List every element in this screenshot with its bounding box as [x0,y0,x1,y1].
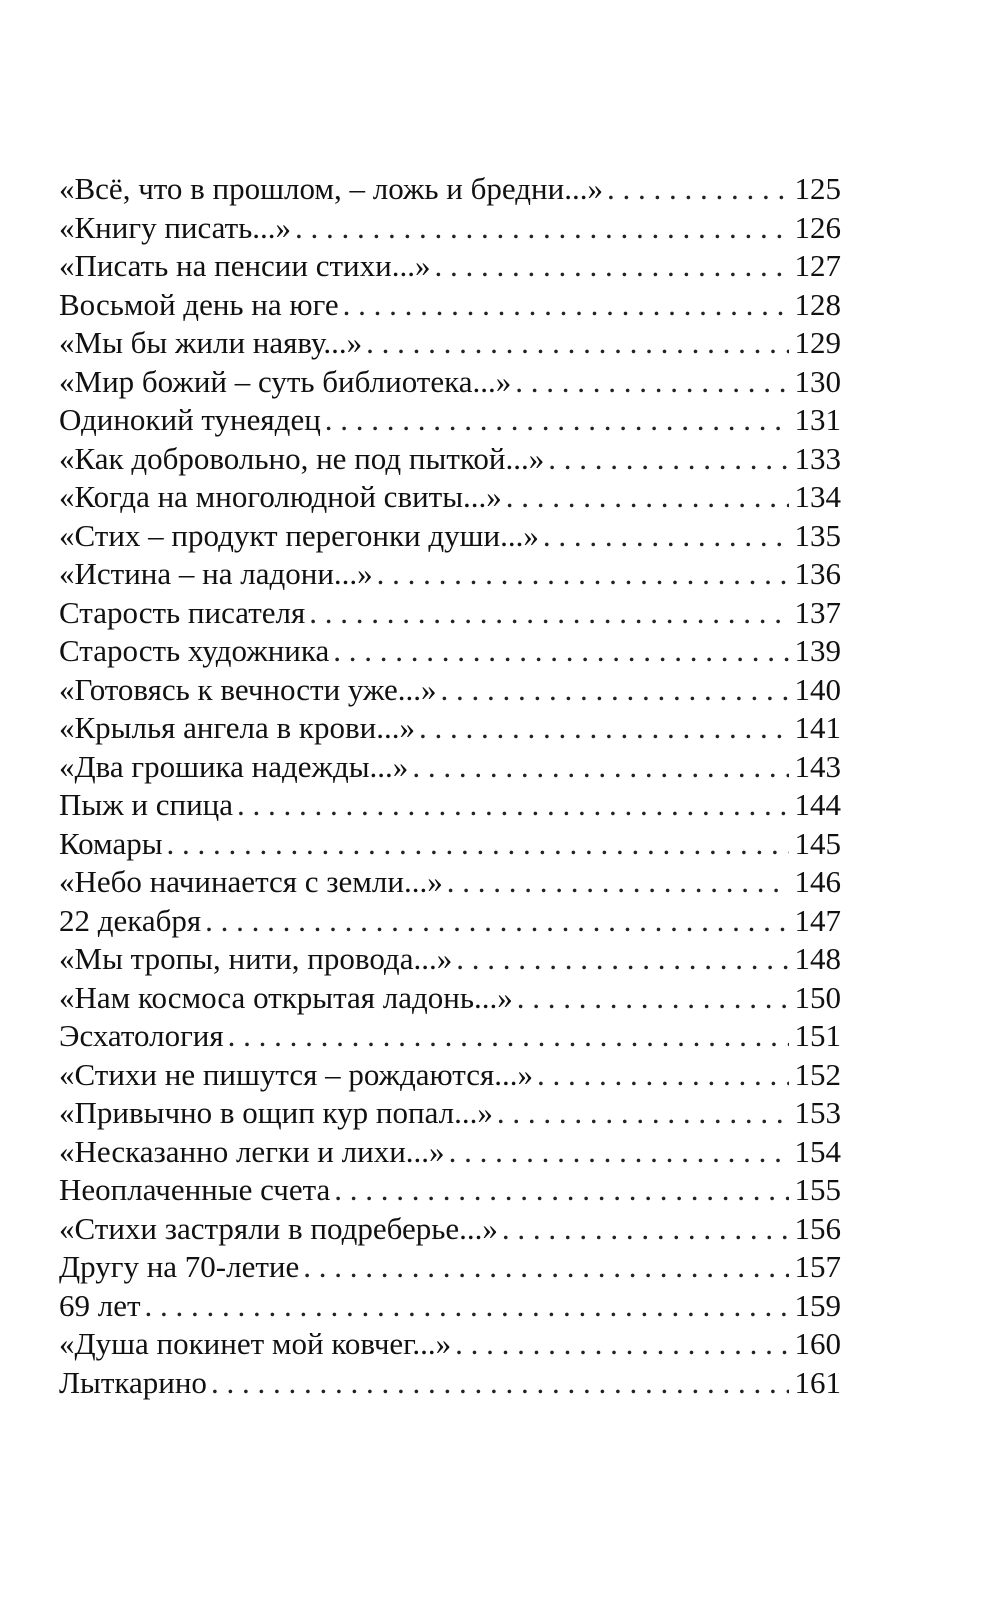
entry-page-number: 143 [794,748,841,784]
entry-page-number: 129 [794,325,841,360]
dot-leader [419,709,789,748]
dot-leader [506,478,789,517]
table-of-contents [59,170,841,1402]
entry-title: Пыж и спица [59,787,234,822]
toc-entry [59,1017,841,1056]
entry-title: Старость художника [59,633,330,668]
entry-page-number: 126 [794,209,841,245]
toc-entry [59,247,841,286]
entry-title: «Небо начинается с земли...» [59,864,443,899]
entry-page-number: 145 [794,825,841,861]
entry-title: Эсхатология [59,1018,224,1053]
toc-entry [59,1325,841,1364]
entry-title: Восьмой день на юге [59,286,339,322]
toc-entry [59,1171,841,1210]
entry-page-number: 125 [794,171,841,206]
dot-leader [548,440,788,479]
dot-leader [447,863,789,902]
toc-entry [59,709,841,748]
dot-leader [537,1056,789,1095]
entry-title: «Нам космоса открытая ладонь...» [59,979,513,1015]
entry-title: «Стихи не пишутся – рождаются...» [59,1056,533,1092]
entry-page-number: 156 [794,1210,841,1246]
entry-title: «Крылья ангела в крови...» [59,710,415,745]
entry-title: «Стих – продукт перегонки души...» [59,517,539,553]
entry-title: 22 декабря [59,902,202,938]
toc-entry [59,363,841,402]
toc-entry [59,863,841,902]
dot-leader [167,825,789,864]
entry-title: «Несказанно легки и лихи...» [59,1133,445,1169]
toc-entry [59,1056,841,1095]
toc-entry [59,748,841,787]
entry-page-number: 131 [794,402,841,437]
dot-leader [543,517,789,556]
entry-page-number: 136 [794,556,841,591]
entry-page-number: 127 [794,248,841,283]
entry-page-number: 150 [794,979,841,1015]
entry-title: Комары [59,825,163,861]
entry-title: «Душа покинет мой ковчег...» [59,1326,452,1361]
entry-title: «Готовясь к вечности уже...» [59,671,437,707]
entry-title: «Книгу писать...» [59,209,292,245]
dot-leader [237,786,788,825]
entry-page-number: 147 [794,902,841,938]
entry-title: Другу на 70-летие [59,1249,300,1284]
dot-leader [377,555,789,594]
entry-page-number: 133 [794,440,841,476]
entry-page-number: 134 [794,479,841,514]
toc-entry [59,401,841,440]
toc-entry [59,440,841,479]
entry-page-number: 135 [794,517,841,553]
toc-entry [59,170,841,209]
toc-entry [59,940,841,979]
toc-entry [59,786,841,825]
entry-title: Одинокий тунеядец [59,402,321,437]
toc-entry [59,1364,841,1403]
dot-leader [455,1325,788,1364]
entry-title: «Как добровольно, не под пыткой...» [59,440,545,476]
dot-leader [205,902,788,941]
toc-entry [59,825,841,864]
dot-leader [228,1017,789,1056]
entry-title: «Когда на многолюдной свиты...» [59,479,502,514]
toc-entry [59,632,841,671]
dot-leader [303,1248,788,1287]
entry-page-number: 155 [794,1172,841,1207]
toc-entry [59,478,841,517]
entry-page-number: 152 [794,1056,841,1092]
entry-title: Неоплаченные счета [59,1172,331,1207]
entry-page-number: 141 [794,710,841,745]
entry-page-number: 154 [794,1133,841,1169]
entry-title: 69 лет [59,1287,141,1323]
entry-title: Старость писателя [59,594,306,630]
entry-page-number: 148 [794,941,841,976]
dot-leader [295,209,788,248]
entry-title: «Мир божий – суть библиотека...» [59,363,512,399]
dot-leader [145,1287,789,1326]
entry-page-number: 128 [794,286,841,322]
entry-page-number: 139 [794,633,841,668]
entry-page-number: 153 [794,1095,841,1130]
entry-title: Лыткарино [59,1364,207,1400]
toc-entry [59,209,841,248]
entry-title: «Привычно в ощип кур попал...» [59,1095,493,1130]
dot-leader [366,324,788,363]
toc-entry [59,1210,841,1249]
entry-page-number: 130 [794,363,841,399]
dot-leader [441,671,789,710]
dot-leader [502,1210,789,1249]
entry-title: «Мы бы жили наяву...» [59,325,363,360]
entry-page-number: 160 [794,1326,841,1361]
dot-leader [497,1094,789,1133]
entry-title: «Два грошика надежды...» [59,748,409,784]
entry-page-number: 161 [794,1364,841,1400]
entry-page-number: 146 [794,864,841,899]
toc-entry [59,594,841,633]
toc-entry [59,517,841,556]
entry-page-number: 140 [794,671,841,707]
entry-title: «Истина – на ладони...» [59,556,373,591]
toc-entry [59,671,841,710]
toc-entry [59,1094,841,1133]
entry-title: «Всё, что в прошлом, – ложь и бредни...» [59,171,603,206]
entry-page-number: 159 [794,1287,841,1323]
toc-entry [59,286,841,325]
dot-leader [607,170,789,209]
dot-leader [325,401,789,440]
toc-entry [59,555,841,594]
entry-page-number: 157 [794,1249,841,1284]
entry-title: «Мы тропы, нити, провода...» [59,941,453,976]
toc-entry [59,1248,841,1287]
toc-entry [59,324,841,363]
entry-title: «Стихи застряли в подреберье...» [59,1210,498,1246]
entry-title: «Писать на пенсии стихи...» [59,248,431,283]
dot-leader [517,979,789,1018]
dot-leader [211,1364,789,1403]
toc-entry [59,1287,841,1326]
entry-page-number: 137 [794,594,841,630]
dot-leader [434,247,788,286]
dot-leader [334,1171,788,1210]
dot-leader [309,594,788,633]
dot-leader [515,363,788,402]
toc-entry [59,1133,841,1172]
entry-page-number: 144 [794,787,841,822]
dot-leader [343,286,789,325]
dot-leader [456,940,788,979]
toc-entry [59,979,841,1018]
dot-leader [449,1133,789,1172]
dot-leader [333,632,788,671]
dot-leader [412,748,788,787]
entry-page-number: 151 [794,1018,841,1053]
toc-entry [59,902,841,941]
